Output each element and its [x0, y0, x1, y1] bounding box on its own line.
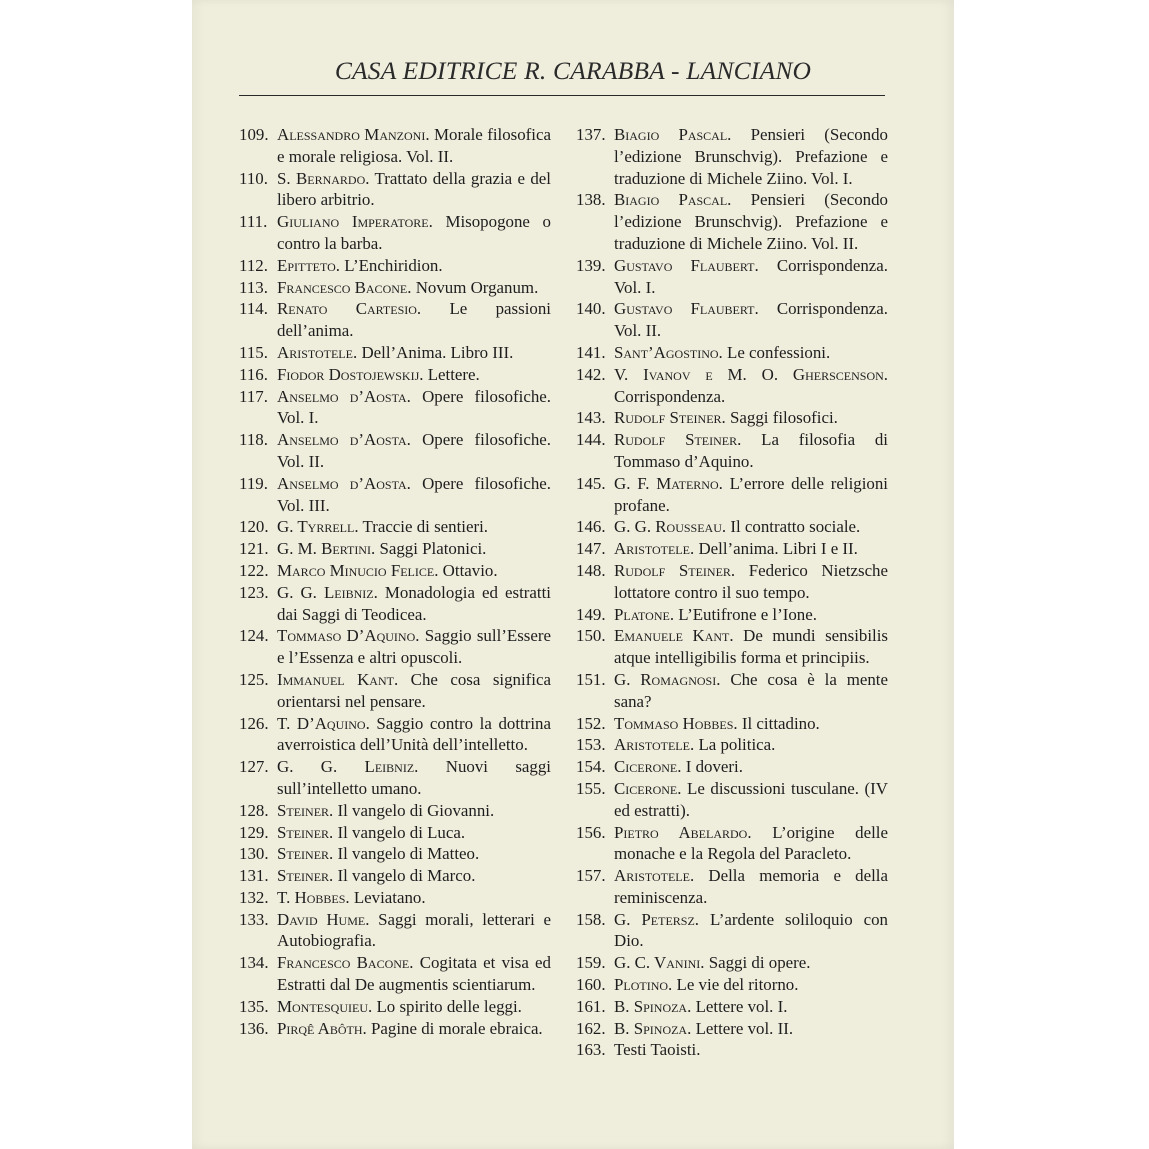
entry-author: Pietro Abelardo.: [614, 822, 752, 842]
entry-author: T. Hobbes.: [277, 887, 350, 907]
entry-number: 134.: [239, 953, 269, 973]
entry-number: 123.: [239, 582, 269, 602]
entry-author: Aristotele.: [277, 342, 358, 362]
entry-number: 156.: [576, 822, 606, 842]
entry-number: 129.: [239, 822, 269, 842]
entry-title: Opere filosofiche. Vol. III.: [277, 473, 551, 515]
catalog-entry: [576, 713, 888, 735]
catalog-entry: [576, 604, 888, 626]
entry-title: Pensieri (Secondo l’edizione Brunschvig). Prefazione e traduzione di Michele Ziino. Vol. I.: [614, 125, 888, 188]
catalog-entry: [239, 211, 551, 255]
entry-title: Misopogone o contro la barba.: [277, 212, 551, 253]
catalog-entry: [576, 516, 888, 538]
entry-author: Marco Minucio Felice.: [277, 560, 439, 580]
entry-title: Testi Taoisti.: [614, 1040, 701, 1060]
catalog-entry: [239, 1018, 551, 1040]
catalog-entry: [239, 669, 551, 713]
entry-author: Steiner.: [277, 800, 334, 820]
entry-number: 128.: [239, 800, 269, 820]
entry-number: 131.: [239, 866, 269, 886]
entry-number: 154.: [576, 757, 606, 777]
publisher-header: CASA EDITRICE R. CARABBA - LANCIANO: [334, 56, 812, 85]
catalog-entry: [239, 952, 551, 996]
catalog-entry: [239, 800, 551, 822]
entry-title: L’ardente soliloquio con Dio.: [614, 909, 888, 951]
entry-title: Che cosa è la mente sana?: [614, 669, 888, 711]
entry-title: Pensieri (Secondo l’edizione Brunschvig). Prefazione e traduzione di Michele Ziino. Vol. II.: [614, 190, 888, 253]
catalog-entry: [576, 952, 888, 974]
entry-author: Anselmo d’Aosta.: [277, 473, 411, 493]
entry-author: Montesquieu.: [277, 996, 373, 1016]
entry-author: Emanuele Kant.: [614, 626, 734, 646]
entry-title: Corrispondenza. Vol. I.: [614, 255, 888, 297]
entry-author: Aristotele.: [614, 735, 695, 755]
catalog-entry: [576, 1039, 888, 1061]
catalog-entry: [576, 342, 888, 364]
entry-number: 147.: [576, 539, 606, 559]
entry-title: Saggio sull’Essere e l’Essenza e altri opuscoli.: [277, 626, 551, 668]
entry-author: G. F. Materno.: [614, 473, 723, 493]
entry-author: Biagio Pascal.: [614, 125, 732, 144]
entry-number: 132.: [239, 887, 269, 907]
entry-number: 162.: [576, 1018, 606, 1038]
entry-title: Lo spirito delle leggi.: [376, 996, 522, 1016]
catalog-entry: [576, 909, 888, 953]
entry-author: Francesco Bacone.: [277, 953, 414, 973]
catalog-entry: [239, 582, 551, 626]
entry-author: Epitteto.: [277, 255, 340, 275]
catalog-entry: [239, 342, 551, 364]
catalog-entry: [239, 538, 551, 560]
catalog-entry: [576, 538, 888, 560]
entry-author: Rudolf Steiner.: [614, 560, 736, 580]
entry-title: Saggi filosofici.: [730, 408, 838, 428]
entry-author: G. G. Leibniz.: [277, 757, 419, 777]
catalog-entry: [239, 713, 551, 757]
catalog-entry: [239, 909, 551, 953]
entry-title: Lettere.: [427, 364, 480, 384]
catalog-entry: [239, 843, 551, 865]
catalog-entry: [576, 996, 888, 1018]
catalog-entry: [576, 298, 888, 342]
entry-title: Federico Nietzsche lottatore contro il suo tempo.: [614, 560, 889, 602]
catalog-entry: [576, 822, 888, 866]
entry-number: 122.: [239, 560, 269, 580]
entry-number: 136.: [239, 1018, 269, 1038]
entry-title: Leviatano.: [353, 887, 426, 907]
entry-title: Saggi di opere.: [708, 953, 811, 973]
catalog-entry: [239, 124, 551, 168]
entry-author: Aristotele.: [614, 539, 695, 559]
catalog-entry: [576, 734, 888, 756]
entry-title: Saggi Platonici.: [379, 539, 487, 559]
entry-author: G. Tyrrell.: [277, 517, 359, 537]
entry-author: Sant’Agostino.: [614, 342, 723, 362]
entry-author: Fiodor Dostojewskij.: [277, 364, 424, 384]
entry-number: 113.: [239, 277, 268, 297]
entry-title: Le vie del ritorno.: [676, 975, 799, 995]
entry-author: Steiner.: [277, 822, 334, 842]
entry-number: 116.: [239, 364, 268, 384]
entry-title: Il cittadino.: [741, 713, 820, 733]
entry-author: Cicerone.: [614, 757, 682, 777]
entry-title: Saggio contro la dottrina averroistica dell’Unità dell’intelletto.: [277, 713, 551, 755]
entry-title: Traccie di sentieri.: [362, 517, 489, 537]
entry-number: 159.: [576, 953, 606, 973]
entry-author: Rudolf Steiner.: [614, 408, 726, 428]
catalog-entry: [576, 778, 888, 822]
catalog-entry: [239, 255, 551, 277]
entry-author: Anselmo d’Aosta.: [277, 386, 411, 406]
entry-author: G. G. Rousseau.: [614, 517, 727, 537]
entry-title: Dell’anima. Libri I e II.: [698, 539, 858, 559]
catalog-entry: [239, 865, 551, 887]
entry-author: Pirqê Abôth.: [277, 1018, 367, 1038]
entry-author: Cicerone.: [614, 778, 682, 798]
entry-title: Nuovi saggi sull’intelletto umano.: [277, 757, 551, 798]
catalog-entry: [239, 298, 551, 342]
entry-author: V. Ivanov e M. O. Gherscenson.: [614, 364, 888, 384]
entry-number: 130.: [239, 844, 269, 864]
entry-title: Monadologia ed estratti dai Saggi di Teodicea.: [277, 582, 551, 624]
entry-author: David Hume.: [277, 909, 370, 929]
entry-number: 109.: [239, 125, 269, 144]
entry-number: 157.: [576, 866, 606, 886]
entry-title: Saggi morali, letterari e Autobiografia.: [277, 909, 551, 951]
entry-number: 160.: [576, 975, 606, 995]
entry-number: 145.: [576, 473, 606, 493]
entry-title: Opere filosofiche. Vol. I.: [277, 386, 551, 428]
entry-number: 148.: [576, 560, 606, 580]
entry-title: L’errore delle religioni profane.: [614, 473, 889, 515]
entry-number: 140.: [576, 299, 606, 319]
entry-number: 111.: [239, 212, 268, 232]
entry-number: 114.: [239, 299, 268, 319]
entry-author: G. Petersz.: [614, 909, 700, 929]
entry-number: 153.: [576, 735, 606, 755]
entry-title: La politica.: [698, 735, 776, 755]
entry-title: Novum Organum.: [415, 277, 539, 297]
catalog-entry: [239, 516, 551, 538]
entry-title: L’origine delle monache e la Regola del Paracleto.: [614, 822, 888, 864]
entry-number: 133.: [239, 909, 269, 929]
entry-number: 121.: [239, 539, 269, 559]
entry-number: 126.: [239, 713, 269, 733]
entry-number: 120.: [239, 517, 269, 537]
entry-author: Gustavo Flaubert.: [614, 255, 759, 275]
entry-title: Lettere vol. I.: [695, 996, 788, 1016]
entry-title: Lettere vol. II.: [695, 1018, 794, 1038]
entry-title: Ottavio.: [442, 560, 498, 580]
entry-title: Il contratto sociale.: [730, 517, 861, 537]
catalog-entry: [239, 560, 551, 582]
entry-author: Renato Cartesio.: [277, 299, 422, 319]
entry-title: Il vangelo di Matteo.: [337, 844, 480, 864]
entry-number: 150.: [576, 626, 606, 646]
entry-number: 115.: [239, 342, 268, 362]
entry-title: Morale filosofica e morale religiosa. Vol. II.: [277, 125, 551, 166]
entry-number: 149.: [576, 604, 606, 624]
entry-title: Le passioni dell’anima.: [277, 299, 551, 341]
catalog-entry: [239, 996, 551, 1018]
entry-title: Il vangelo di Marco.: [337, 866, 476, 886]
entry-title: Il vangelo di Giovanni.: [337, 800, 495, 820]
entry-author: Plotino.: [614, 975, 673, 995]
catalog-page: [192, 0, 954, 1149]
entry-number: 119.: [239, 473, 268, 493]
entry-title: Corrispondenza. Vol. II.: [614, 299, 888, 341]
entry-title: Opere filosofiche. Vol. II.: [277, 430, 551, 471]
entry-author: G. Romagnosi.: [614, 669, 721, 689]
entry-number: 152.: [576, 713, 606, 733]
entry-number: 139.: [576, 255, 606, 275]
catalog-column-right: [576, 124, 888, 1061]
catalog-entry: [239, 625, 551, 669]
entry-number: 151.: [576, 669, 606, 689]
entry-title: Che cosa significa orientarsi nel pensare.: [277, 669, 551, 711]
entry-number: 163.: [576, 1040, 606, 1060]
entry-number: 118.: [239, 430, 268, 450]
entry-author: Gustavo Flaubert.: [614, 299, 759, 319]
entry-title: Il vangelo di Luca.: [337, 822, 466, 842]
catalog-entry: [239, 429, 551, 473]
header-rule: [239, 95, 885, 96]
entry-title: Le discussioni tusculane. (IV ed estratti).: [614, 778, 888, 820]
entry-title: La filosofia di Tommaso d’Aquino.: [614, 430, 888, 471]
catalog-entry: [239, 756, 551, 800]
catalog-entry: [239, 277, 551, 299]
entry-author: B. Spinoza.: [614, 1018, 692, 1038]
catalog-entry: [239, 386, 551, 430]
entry-number: 158.: [576, 909, 606, 929]
entry-title: Della memoria e della reminiscenza.: [614, 866, 888, 907]
entry-number: 125.: [239, 669, 269, 689]
entry-title: L’Enchiridion.: [344, 255, 443, 275]
entry-title: Pagine di morale ebraica.: [371, 1018, 543, 1038]
catalog-column-left: [239, 124, 551, 1039]
catalog-entry: [576, 756, 888, 778]
catalog-entry: [576, 124, 888, 189]
entry-author: G. C. Vanini.: [614, 953, 705, 973]
entry-number: 127.: [239, 757, 269, 777]
entry-title: Le confessioni.: [727, 342, 831, 362]
entry-author: Giuliano Imperatore.: [277, 212, 433, 232]
entry-author: Alessandro Manzoni.: [277, 125, 430, 144]
catalog-entry: [576, 1018, 888, 1040]
catalog-entry: [239, 473, 551, 517]
catalog-entry: [239, 822, 551, 844]
entry-author: G. M. Bertini.: [277, 539, 376, 559]
entry-number: 110.: [239, 168, 268, 188]
entry-author: Rudolf Steiner.: [614, 430, 742, 450]
catalog-entry: [576, 865, 888, 909]
entry-number: 161.: [576, 996, 606, 1016]
catalog-entry: [576, 429, 888, 473]
catalog-entry: [576, 189, 888, 254]
catalog-entry: [576, 407, 888, 429]
catalog-entry: [239, 168, 551, 212]
entry-author: Platone.: [614, 604, 675, 624]
entry-number: 135.: [239, 996, 269, 1016]
entry-author: B. Spinoza.: [614, 996, 692, 1016]
entry-number: 141.: [576, 342, 606, 362]
entry-author: Steiner.: [277, 866, 334, 886]
entry-author: Immanuel Kant.: [277, 669, 399, 689]
entry-title: Dell’Anima. Libro III.: [361, 342, 514, 362]
entry-title: De mundi sensibilis atque intelligibilis forma et principiis.: [614, 626, 888, 668]
catalog-entry: [576, 473, 888, 517]
entry-number: 124.: [239, 626, 269, 646]
entry-author: S. Bernardo.: [277, 168, 370, 188]
entry-title: I doveri.: [685, 757, 743, 777]
entry-author: Steiner.: [277, 844, 334, 864]
entry-number: 146.: [576, 517, 606, 537]
entry-number: 138.: [576, 190, 606, 210]
entry-title: Trattato della grazia e del libero arbitrio.: [277, 168, 551, 210]
entry-title: Corrispondenza.: [614, 386, 726, 406]
entry-title: Cogitata et visa ed Estratti dal De augmentis scientiarum.: [277, 953, 551, 995]
entry-author: Tommaso Hobbes.: [614, 713, 738, 733]
entry-number: 143.: [576, 408, 606, 428]
catalog-entry: [239, 887, 551, 909]
entry-author: Biagio Pascal.: [614, 190, 732, 210]
catalog-entry: [576, 560, 888, 604]
entry-number: 137.: [576, 125, 606, 144]
catalog-entry: [576, 625, 888, 669]
entry-author: T. D’Aquino.: [277, 713, 370, 733]
catalog-entry: [576, 255, 888, 299]
entry-author: G. G. Leibniz.: [277, 582, 378, 602]
entry-author: Anselmo d’Aosta.: [277, 430, 411, 450]
entry-title: L’Eutifrone e l’Ione.: [678, 604, 817, 624]
entry-author: Aristotele.: [614, 866, 695, 886]
entry-number: 112.: [239, 255, 268, 275]
entry-number: 142.: [576, 364, 606, 384]
catalog-entry: [576, 974, 888, 996]
entry-number: 155.: [576, 778, 606, 798]
entry-number: 144.: [576, 430, 606, 450]
entry-author: Francesco Bacone.: [277, 277, 412, 297]
catalog-entry: [576, 669, 888, 713]
catalog-entry: [239, 364, 551, 386]
entry-author: Tommaso D’Aquino.: [277, 626, 420, 646]
entry-number: 117.: [239, 386, 268, 406]
catalog-entry: [576, 364, 888, 408]
